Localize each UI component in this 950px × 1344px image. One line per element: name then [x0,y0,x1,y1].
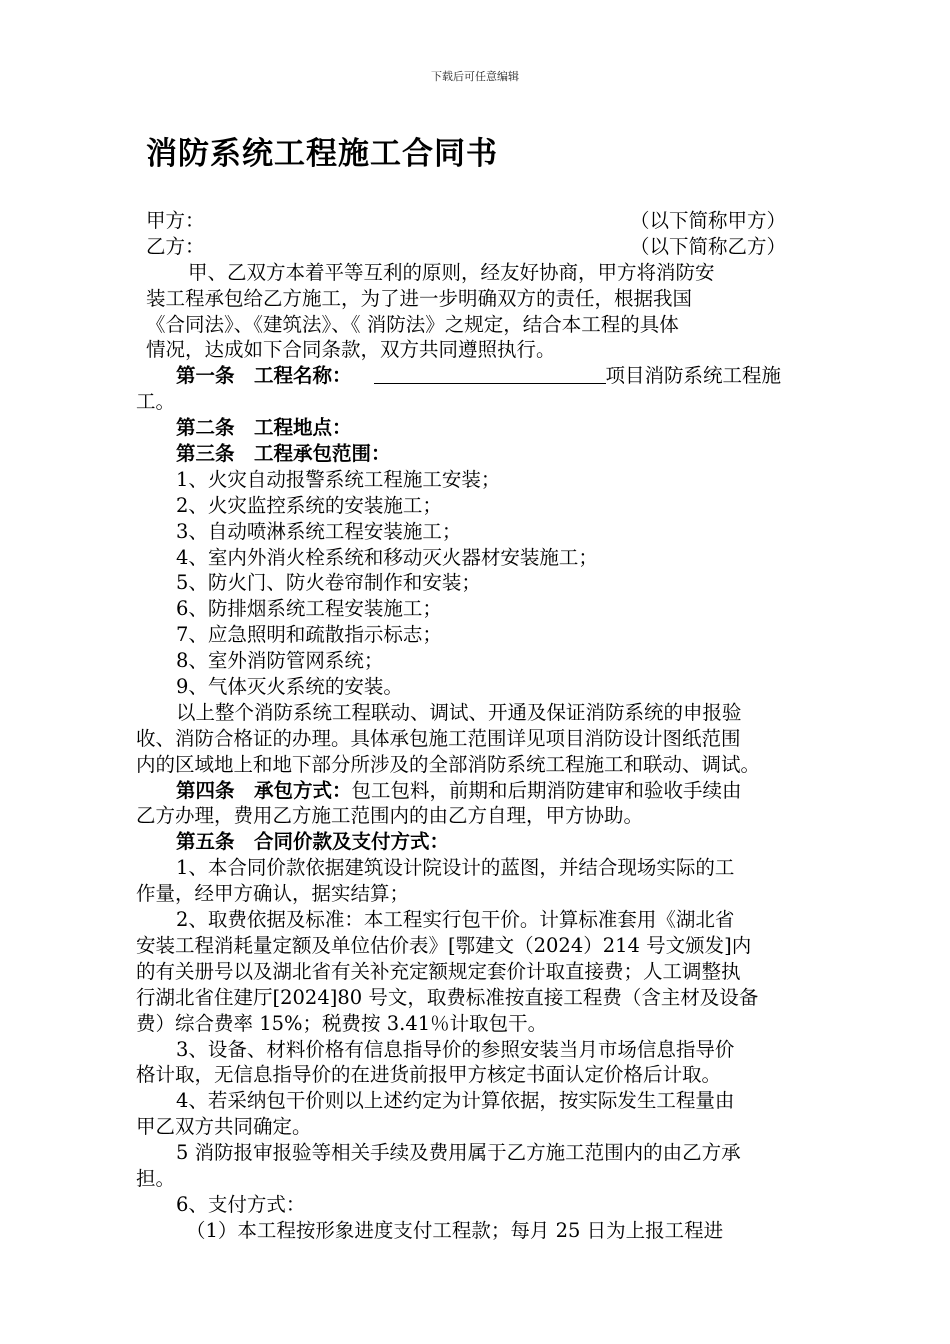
article-4-heading: 第四条 承包方式： [176,778,352,802]
payment-line: 甲乙双方共同确定。 [136,1115,312,1139]
payment-line: 2、取费依据及标准：本工程实行包干价。计算标准套用《湖北省 [176,908,735,932]
intro-line: 情况，达成如下合同条款，双方共同遵照执行。 [146,338,556,362]
header-note: 下载后可任意编辑 [431,70,519,83]
payment-line: 的有关册号以及湖北省有关补充定额规定套价计取直接费；人工调整执 [136,959,741,983]
article-3-heading: 第三条 工程承包范围： [176,442,391,466]
scope-summary-line: 以上整个消防系统工程联动、调试、开通及保证消防系统的申报验 [176,700,742,724]
payment-line: （1）本工程按形象进度支付工程款；每月 25 日为上报工程进 [186,1218,724,1242]
payment-line: 3、设备、材料价格有信息指导价的参照安装当月市场信息指导价 [176,1037,735,1061]
article-1-tail: 项目消防系统工程施 [605,364,782,388]
article-5-heading: 第五条 合同价款及支付方式： [176,830,450,854]
contract-body [136,208,836,1244]
payment-line: 1、本合同价款依据建筑设计院设计的蓝图，并结合现场实际的工 [176,856,735,880]
payment-line: 5 消防报审报验等相关手续及费用属于乙方施工范围内的由乙方承 [176,1141,741,1165]
party-b-line [136,234,836,260]
scope-item: 4、室内外消火栓系统和移动灭火器材安装施工； [176,545,598,569]
party-b-note: （以下简称乙方） [629,234,786,258]
intro-line: 《合同法》、《建筑法》、《 消防法》之规定，结合本工程的具体 [146,312,679,336]
article-4-line [136,778,836,804]
scope-summary-line: 内的区域地上和地下部分所涉及的全部消防系统工程施工和联动、调试。 [136,752,761,776]
article-4-text: 包工包料，前期和后期消防建审和验收手续由 [351,778,742,802]
scope-item: 2、火灾监控系统的安装施工； [176,493,442,517]
scope-item: 1、火灾自动报警系统工程施工安装； [176,467,501,491]
payment-line: 格计取，无信息指导价的在进货前报甲方核定书面认定价格后计取。 [136,1063,722,1087]
article-1-line [136,363,836,389]
payment-line: 安装工程消耗量定额及单位估价表》[鄂建文（2024）214 号文颁发]内 [136,933,752,957]
intro-line: 装工程承包给乙方施工，为了进一步明确双方的责任，根据我国 [146,286,693,310]
payment-line: 6、支付方式： [176,1192,306,1216]
article-1-heading: 第一条 工程名称： [176,364,352,388]
party-a-label: 甲方： [146,209,205,232]
party-a-note: （以下简称甲方） [629,209,786,232]
payment-line: 担。 [136,1166,176,1190]
payment-line: 4、若采纳包干价则以上述约定为计算依据，按实际发生工程量由 [176,1089,735,1113]
scope-item: 7、应急照明和疏散指示标志； [176,623,442,647]
party-a-line [136,208,836,234]
contract-title: 消防系统工程施工合同书 [146,136,498,172]
payment-line: 费）综合费率 15%；税费按 3.41％计取包干。 [136,1011,548,1035]
party-b-label: 乙方： [146,234,205,258]
article-1-continuation: 工。 [136,390,176,414]
scope-item: 3、自动喷淋系统工程安装施工； [176,519,462,543]
scope-item: 6、防排烟系统工程安装施工； [176,597,442,621]
payment-line: 行湖北省住建厅[2024]80 号文，取费标准按直接工程费（含主材及设备 [136,985,759,1009]
article-2-heading: 第二条 工程地点： [176,416,352,440]
scope-summary-line: 收、消防合格证的办理。具体承包施工范围详见项目消防设计图纸范围 [136,726,741,750]
scope-item: 9、气体灭火系统的安装。 [176,675,403,699]
article-4-text-cont: 乙方办理，费用乙方施工范围内的由乙方自理，甲方协助。 [136,804,644,828]
scope-item: 8、室外消防管网系统； [176,649,384,673]
scope-item: 5、防火门、防火卷帘制作和安装； [176,571,481,595]
payment-line: 作量，经甲方确认，据实结算； [136,882,410,906]
intro-line: 甲、乙双方本着平等互利的原则，经友好协商，甲方将消防安 [188,260,715,284]
project-name-blank [374,365,606,384]
